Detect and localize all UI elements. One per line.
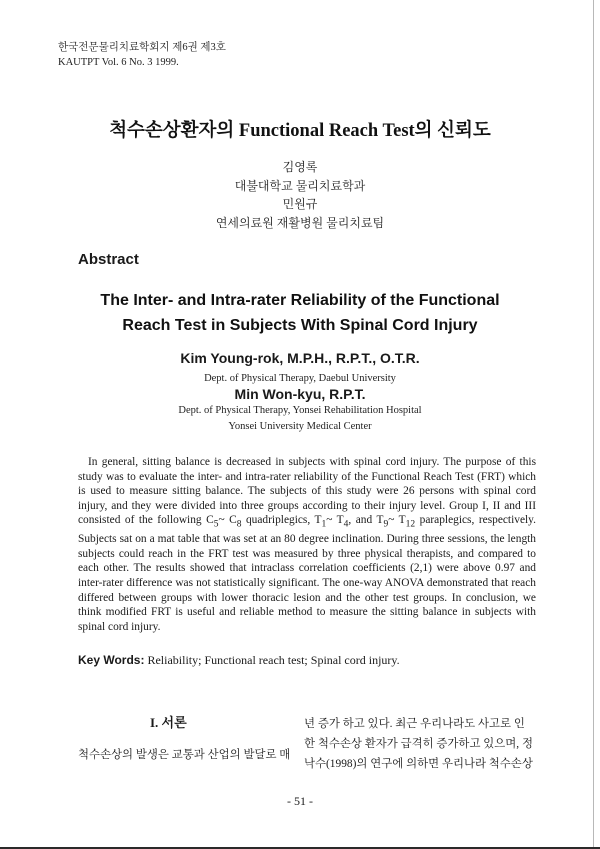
author2-affiliation-university: Yonsei University Medical Center bbox=[228, 421, 372, 432]
authors-korean bbox=[0, 158, 600, 232]
intro-right-line-3: 낙수(1998)의 연구에 의하면 우리나라 척수손상 bbox=[304, 758, 533, 770]
intro-right-line-2: 한 척수손상 환자가 급격히 증가하고 있으며, 정 bbox=[304, 738, 533, 750]
subscript-t9: 9 bbox=[383, 519, 389, 530]
intro-right-line-1: 년 증가 하고 있다. 최근 우리나라도 사고로 인 bbox=[304, 718, 525, 730]
subscript-t1: 1 bbox=[321, 519, 327, 530]
section-heading-introduction: I. 서론 bbox=[150, 715, 187, 730]
abstract-heading: Abstract bbox=[78, 251, 139, 268]
abstract-text-and: , and T bbox=[348, 514, 384, 527]
author1-affiliation: Dept. of Physical Therapy, Daebul University bbox=[204, 373, 396, 384]
abstract-text-part-2: quadriplegics, T bbox=[241, 514, 322, 527]
author1-name-korean: 김영록 bbox=[282, 160, 318, 174]
journal-citation: KAUTPT Vol. 6 No. 3 1999. bbox=[58, 57, 179, 68]
author2-name-korean: 민원규 bbox=[282, 197, 318, 211]
title-english-line-1: The Inter- and Intra-rater Reliability of the Functional bbox=[100, 292, 500, 309]
range-separator: ~ C bbox=[218, 514, 237, 527]
title-english-line-2: Reach Test in Subjects With Spinal Cord Injury bbox=[122, 317, 478, 334]
keywords bbox=[78, 653, 400, 668]
subscript-c8: 8 bbox=[236, 519, 242, 530]
range-separator: ~ T bbox=[388, 514, 406, 527]
abstract-text-part-3: paraplegics, respectively. Subjects sat on a mat table that was set at an 80 degree inclination. During three sessions, the length subjects could reach in the FRT test was measured by three physical therapists, and compared to each other. The results showed that intraclass correlation coefficients (2,1) were above 0.97 and inter-rater difference was not statistically significant. The one-way ANOVA demonstrated that reach differed between groups with lower thoracic lesion and the other test groups. In conclusion, we think modified FRT is useful and reliable method to measure the sitting balance in subjects with spinal cord injury. bbox=[78, 514, 536, 633]
range-separator: ~ T bbox=[326, 514, 344, 527]
journal-name-korean: 한국전문물리치료학회지 제6권 제3호 bbox=[58, 42, 226, 53]
abstract-text-part-1: In general, sitting balance is decreased in subjects with spinal cord injury. The purpose of this study was to evaluate the inter- and intra-rater reliability of the Functional Reach Test (FRT) which is used to measure sitting balance. The subjects of this study were 26 persons with spinal cord injury, and they were divided into three groups according to their injury level. Group I, II and III consisted of the following C bbox=[78, 456, 536, 527]
intro-right-column bbox=[304, 714, 533, 774]
subscript-t12: 12 bbox=[405, 519, 416, 530]
journal-header bbox=[58, 40, 226, 70]
page-number: - 51 - bbox=[287, 794, 313, 808]
abstract-body bbox=[78, 455, 536, 634]
author2-affiliation-korean: 연세의료원 재활병원 물리치료팀 bbox=[215, 215, 385, 230]
author1-affiliation-korean: 대불대학교 물리치료학과 bbox=[234, 178, 366, 193]
author1-name: Kim Young-rok, M.P.H., R.P.T., O.T.R. bbox=[180, 350, 420, 366]
author2-name: Min Won-kyu, R.P.T. bbox=[234, 386, 366, 402]
keywords-label: Key Words: bbox=[78, 653, 145, 667]
subscript-c5: 5 bbox=[213, 519, 219, 530]
title-korean: 척수손상환자의 Functional Reach Test의 신뢰도 bbox=[109, 121, 491, 141]
title-english bbox=[0, 288, 600, 338]
author2-affiliation: Dept. of Physical Therapy, Yonsei Rehabilitation Hospital bbox=[178, 405, 422, 416]
keywords-list: Reliability; Functional reach test; Spinal cord injury. bbox=[144, 653, 400, 667]
subscript-t4: 4 bbox=[343, 519, 349, 530]
intro-left-column: 척수손상의 발생은 교통과 산업의 발달로 매 bbox=[78, 749, 291, 761]
